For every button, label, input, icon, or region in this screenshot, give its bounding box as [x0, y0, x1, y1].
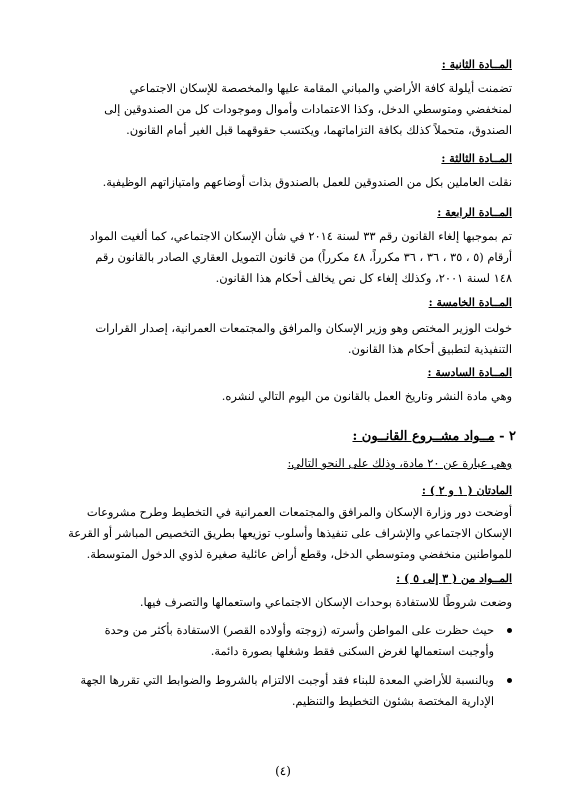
text-line: لمنخفضي ومتوسطي الدخل، وكذا الاعتمادات وأموال وموجودات كل من الصندوقين إلى [104, 102, 512, 116]
articles-3-5-intro [52, 592, 512, 613]
section-2-intro: وهي عبارة عن ٢٠ مادة، وذلك على النحو التالي: [287, 456, 512, 470]
text-line: تم بموجبها إلغاء القانون رقم ٣٣ لسنة ٢٠١٤ في شأن الإسكان الاجتماعي، كما ألغيت المواد [89, 229, 512, 243]
page-number: (٤) [275, 764, 291, 778]
article-3-heading: المــادة الثالثة : [441, 152, 512, 165]
article-5-text [52, 318, 512, 360]
text-line: وهي مادة النشر وتاريخ العمل بالقانون من اليوم التالي لنشره. [221, 389, 512, 403]
text-line: حيث حظرت على المواطن وأسرته (زوجته وأولاده القصر) الاستفادة بأكثر من وحدة [104, 623, 494, 637]
text-line: التنفيذية لتطبيق أحكام هذا القانون. [347, 342, 512, 356]
text-line: وبالنسبة للأراضي المعدة للبناء فقد أوجبت الالتزام بالشروط والضوابط التي تقررها الجهة [80, 673, 494, 687]
articles-1-2-text [52, 502, 512, 565]
article-2-heading: المــادة الثانية : [441, 58, 512, 71]
text-line: الصندوق، متحملاً كذلك بكافة التزاماتهما، ويكتسب حقوقهما قبل الغير أمام القانون. [126, 123, 512, 137]
bullet-icon [507, 678, 512, 683]
text-line: الإدارية المختصة بشئون التخطيط والتنظيم. [291, 694, 494, 708]
section-2-heading [352, 428, 516, 446]
text-line: أرقام (٥ ، ٣٥ ، ٣٦ ، ٣٦ مكرراً، ٤٨ مكرراً) من قانون التمويل العقاري الصادر بالقانون رقم [95, 250, 512, 264]
article-4-text [52, 226, 512, 289]
text-line: ١٤٨ لسنة ٢٠٠١، وكذلك إلغاء كل نص يخالف أحكام هذا القانون. [215, 271, 512, 285]
article-3-text [52, 172, 512, 193]
list-item [52, 620, 512, 662]
article-6-text [52, 386, 512, 407]
articles-1-2-heading: المادتان ( ١ و ٢ ) : [421, 484, 512, 497]
list-item [52, 670, 512, 712]
text-line: تضمنت أيلولة كافة الأراضي والمباني المقامة عليها والمخصصة للإسكان الاجتماعي [129, 81, 512, 95]
text-line: نقلت العاملين بكل من الصندوقين للعمل بالصندوق بذات أوضاعهم وامتيازاتهم الوظيفية. [102, 175, 512, 189]
text-line: الإسكان الاجتماعي والإشراف على تنفيذها وأسلوب توزيعها بطريق التخصيص المباشر أو القرعة [68, 526, 512, 540]
text-line: أوضحت دور وزارة الإسكان والمرافق والمجتمعات العمرانية في التخطيط وطرح مشروعات [86, 505, 512, 519]
article-6-heading: المــادة السادسة : [427, 366, 512, 379]
bullet-icon [507, 628, 512, 633]
article-2-text [52, 78, 512, 141]
article-4-heading: المــادة الرابعة : [437, 206, 512, 219]
text-line: خولت الوزير المختص وهو وزير الإسكان والمرافق والمجتمعات العمرانية، إصدار القرارات [95, 321, 512, 335]
section-title: مــواد مشــروع القانــون : [352, 429, 495, 444]
articles-3-5-heading: المــواد من ( ٣ إلى ٥ ) : [396, 572, 512, 585]
text-line: للمواطنين منخفضي ومتوسطي الدخل، وقطع أراض عائلية صغيرة لذوي الدخول المتوسطة. [86, 547, 512, 561]
text-line: وأوجبت استعمالها لغرض السكنى فقط وشغلها بصورة دائمة. [210, 644, 494, 658]
section-number: ٢ - [499, 429, 516, 444]
text-line: وضعت شروطًا للاستفادة بوحدات الإسكان الاجتماعي واستعمالها والتصرف فيها. [139, 595, 512, 609]
article-5-heading: المــادة الخامسة : [428, 296, 512, 309]
